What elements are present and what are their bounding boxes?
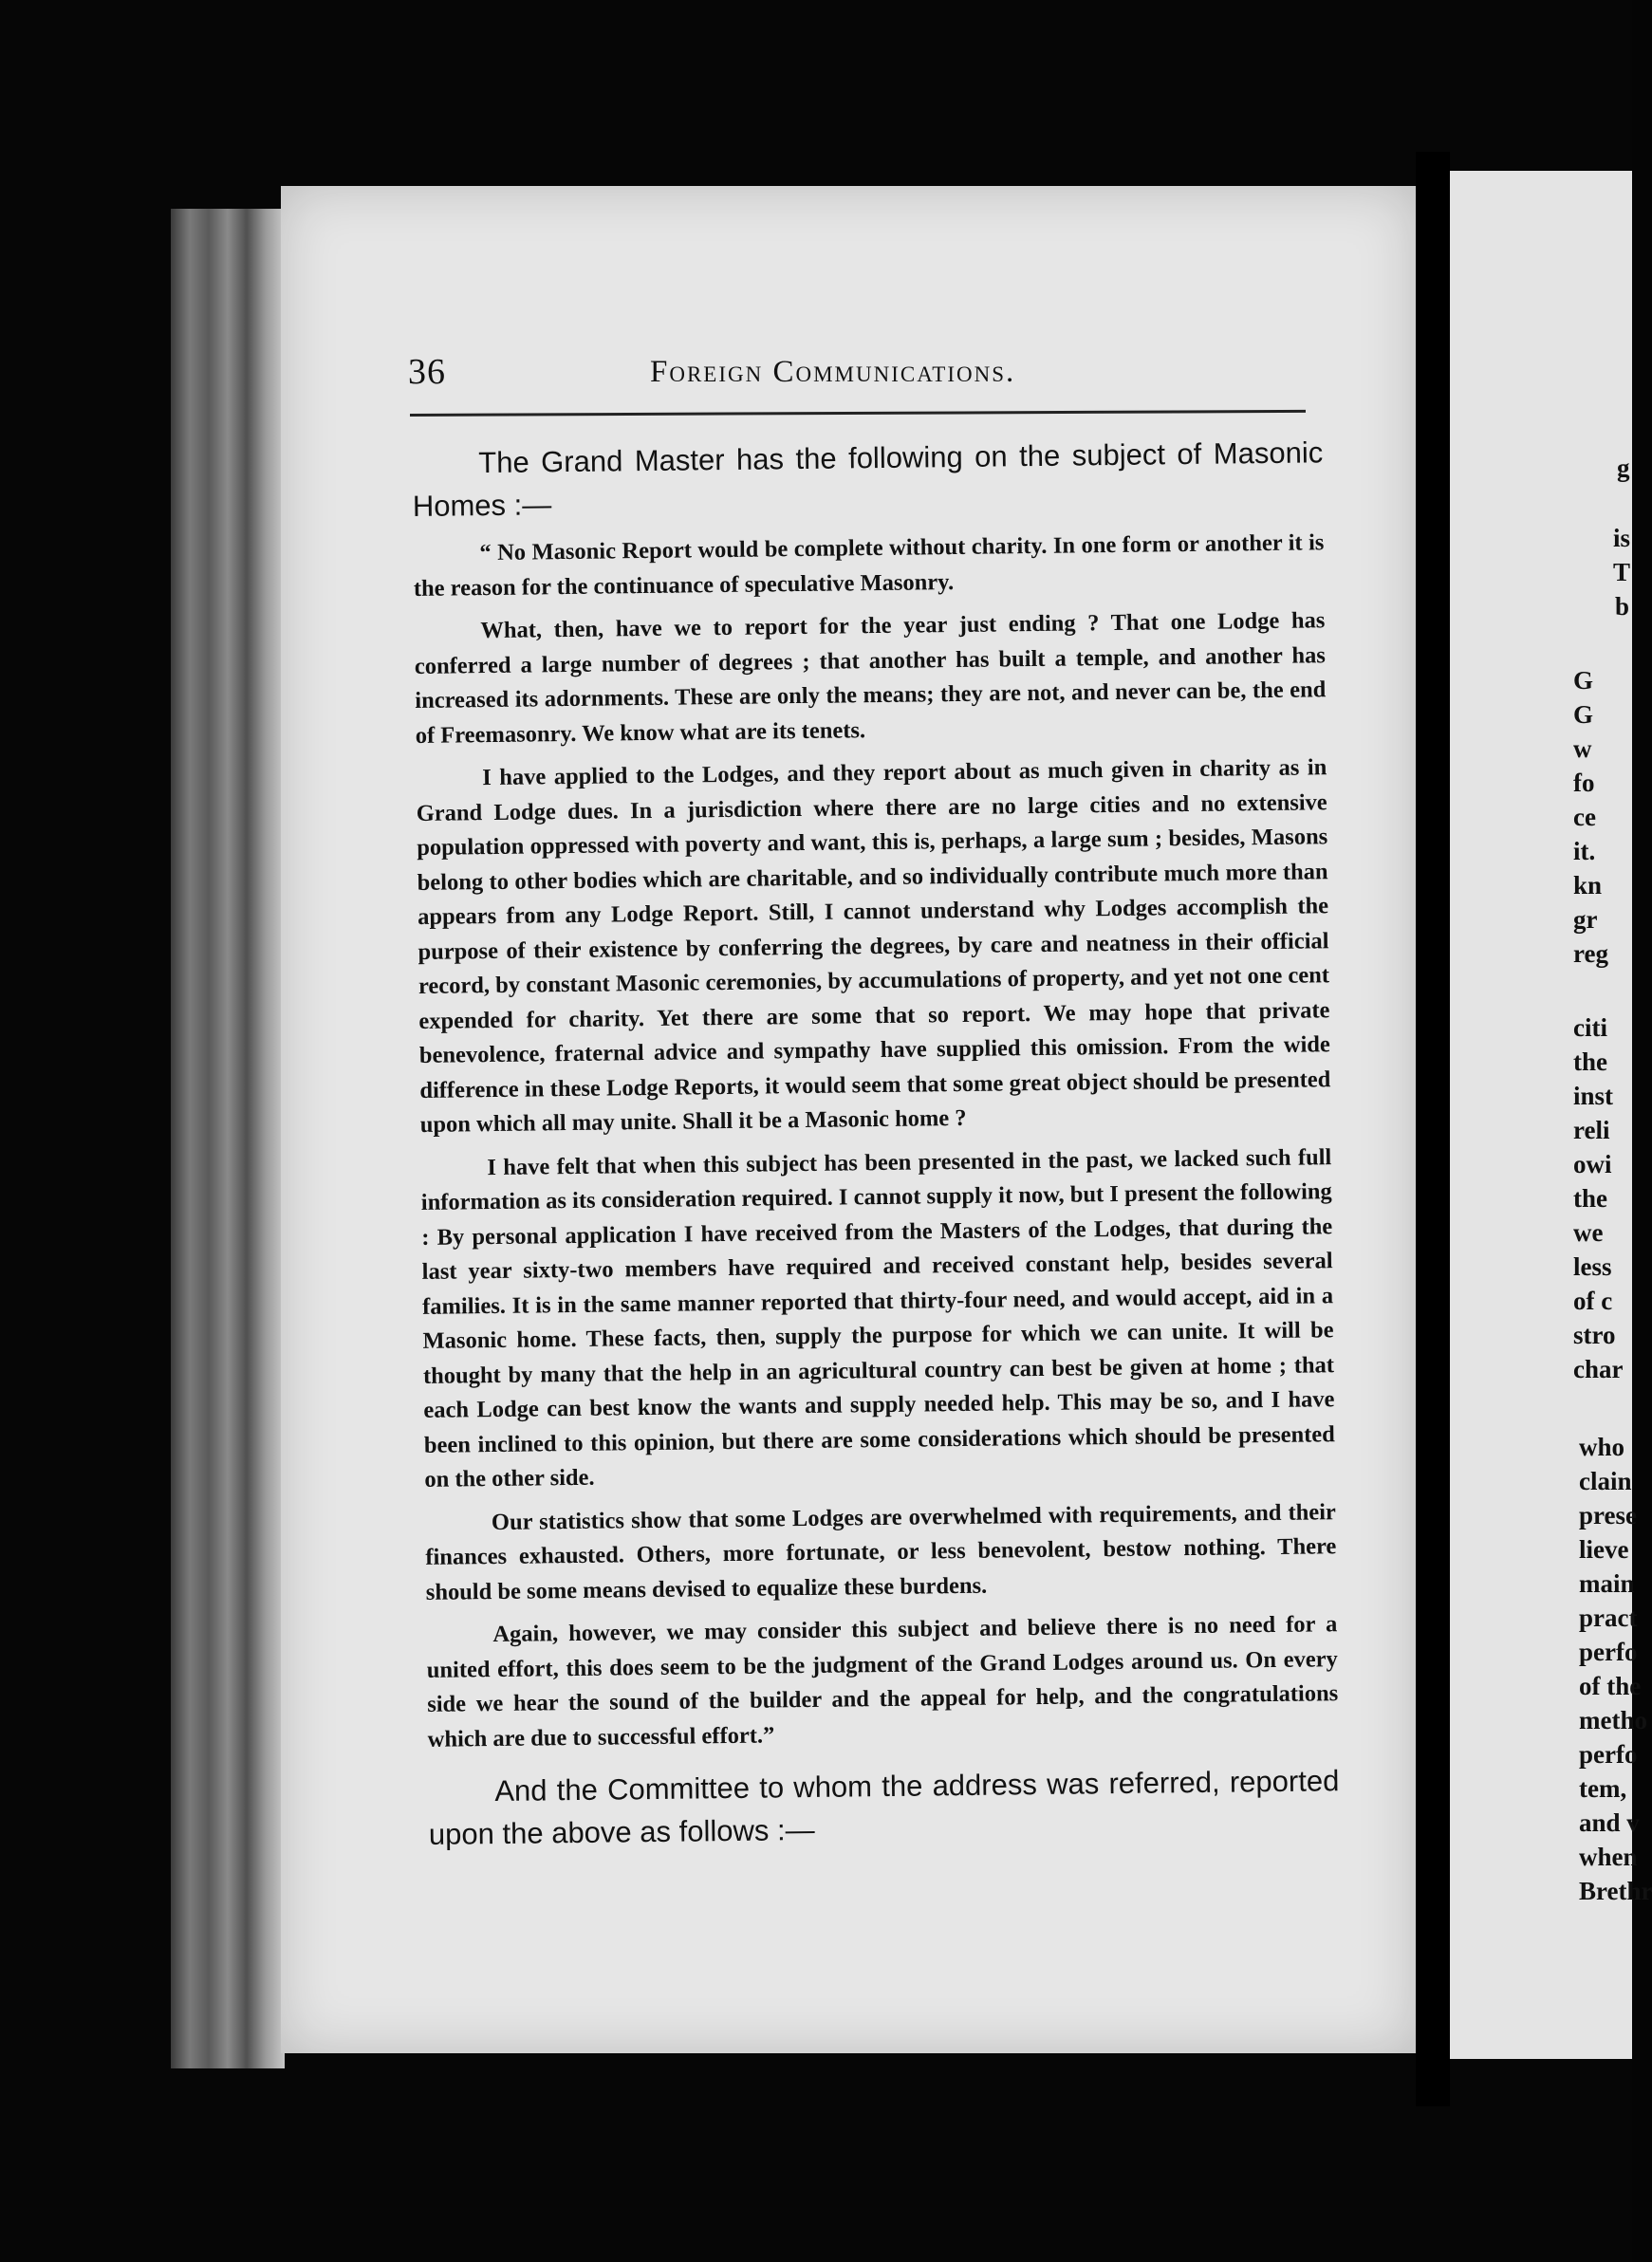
- facing-page-fragment: G: [1573, 700, 1594, 729]
- facing-page-fragment: w: [1573, 734, 1592, 763]
- facing-page-fragment: of the: [1579, 1672, 1642, 1700]
- facing-page-fragment: reli: [1573, 1116, 1610, 1144]
- quote-paragraph-6: Again, however, we may consider this subject and believe there is no need for a united effort, this does seem to be the judgment of the Grand Lodges around us. On every side we hear the sound of the builder and the appeal for help, and the congratulations which are due to successful effort.”: [426, 1611, 1339, 1752]
- quote-paragraph-4: I have felt that when this subject has been presented in the past, we lacked such full information as its consideration required. I cannot supply it now, but I present the following : By personal application I have received from the Masters of the Lodges, that during the last year sixty-two members have required and received constant help, besides several families. It is in the same manner reported that thirty-four need, and would accept, aid in a Masonic home. These facts, then, supply the purpose for which we can unite. It will be thought by many that the help in an agricultural country can best be given at home ; that each Lodge can best know the wants and supply needed help. This may be so, and I have been inclined to this opinion, but there are some considerations which should be presented on the other side.: [420, 1143, 1336, 1493]
- facing-page-fragment: g: [1617, 454, 1630, 482]
- facing-page-fragment: we: [1573, 1218, 1604, 1247]
- facing-page-fragment: pract: [1579, 1604, 1638, 1632]
- facing-page-fragment: inst: [1573, 1082, 1614, 1110]
- book-page-edges: [171, 209, 285, 2068]
- facing-page-fragment: T: [1613, 558, 1631, 586]
- facing-page-fragment: b: [1615, 592, 1630, 621]
- facing-page-fragment: Brethr: [1579, 1877, 1652, 1905]
- facing-page-fragment: of c: [1573, 1287, 1613, 1315]
- facing-page-fragment: prese: [1579, 1501, 1637, 1530]
- facing-page-fragment: perfo: [1579, 1740, 1638, 1769]
- facing-page-fragment: tem,: [1579, 1774, 1627, 1803]
- facing-page-fragment: G: [1573, 666, 1594, 695]
- facing-page-fragment: owi: [1573, 1150, 1612, 1178]
- facing-page-fragment: the: [1573, 1184, 1607, 1213]
- facing-page-fragment: citi: [1573, 1013, 1607, 1042]
- book-gutter: [1416, 152, 1450, 2106]
- page-number: 36: [408, 352, 446, 392]
- facing-page: [1450, 171, 1652, 2059]
- facing-page-fragment: gr: [1573, 905, 1598, 934]
- page-body: [412, 431, 1340, 1856]
- intro-paragraph: The Grand Master has the following on the subject of Masonic Homes :—: [412, 436, 1324, 523]
- page-header: [408, 351, 1309, 399]
- facing-page-fragment: the: [1573, 1048, 1607, 1076]
- facing-page-fragment: stro: [1573, 1321, 1616, 1349]
- running-head: Foreign Communications.: [650, 355, 1016, 389]
- closing-paragraph: And the Committee to whom the address was referred, reported upon the above as follows :—: [428, 1764, 1340, 1851]
- facing-page-fragment: is: [1613, 524, 1631, 552]
- facing-page-fragment: fo: [1573, 769, 1595, 797]
- facing-page-fragment: kn: [1573, 871, 1603, 899]
- facing-page-fragment: char: [1573, 1355, 1624, 1383]
- facing-page-fragment: and v: [1579, 1808, 1640, 1837]
- facing-page-fragment: who: [1579, 1433, 1625, 1461]
- quote-paragraph-2: What, then, have we to report for the year just ending ? That one Lodge has conferred a large number of degrees ; that another has built a temple, and another has increased its adornments. These are only the means; they are not, and never can be, the end of Freemasonry. We know what are its tenets.: [414, 607, 1327, 749]
- quote-paragraph-3: I have applied to the Lodges, and they report about as much given in charity as in Grand Lodge dues. In a jurisdiction where there are no large cities and no extensive population oppressed with poverty and want, this is, perhaps, a large sum ; besides, Masons belong to other bodies which are charitable, and so individually contribute much more than appears from any Lodge Report. Still, I cannot understand why Lodges accomplish the purpose of their existence by conferring the degrees, by care and neatness in their official record, by constant Masonic ceremonies, by accumulations of property, and yet not one cent expended for charity. Yet there are some that so report. We may hope that private benevolence, fraternal advice and sympathy have supplied this omission. From the wide difference in these Lodge Reports, it would seem that some great object should be presented upon which all may unite. Shall it be a Masonic home ?: [416, 754, 1331, 1138]
- facing-page-fragment: perfo: [1579, 1638, 1638, 1666]
- facing-page-fragment: lieve: [1579, 1535, 1629, 1564]
- facing-page-fragment: main: [1579, 1569, 1635, 1598]
- quote-paragraph-5: Our statistics show that some Lodges are overwhelmed with requirements, and their finances exhausted. Others, more fortunate, or less benevolent, bestow nothing. There should be some means devised to equalize these burdens.: [425, 1498, 1337, 1605]
- quote-paragraph-1: “ No Masonic Report would be complete without charity. In one form or another it is the reason for the continuance of speculative Masonry.: [413, 529, 1325, 602]
- facing-page-fragment: when: [1579, 1843, 1638, 1871]
- facing-page-fragment: metho: [1579, 1706, 1647, 1734]
- facing-page-fragment: it.: [1573, 837, 1596, 865]
- facing-page-fragment: clain: [1579, 1467, 1632, 1495]
- facing-page-fragment: ce: [1573, 803, 1596, 831]
- facing-page-fragment: reg: [1573, 939, 1608, 968]
- facing-page-fragment: less: [1573, 1252, 1612, 1281]
